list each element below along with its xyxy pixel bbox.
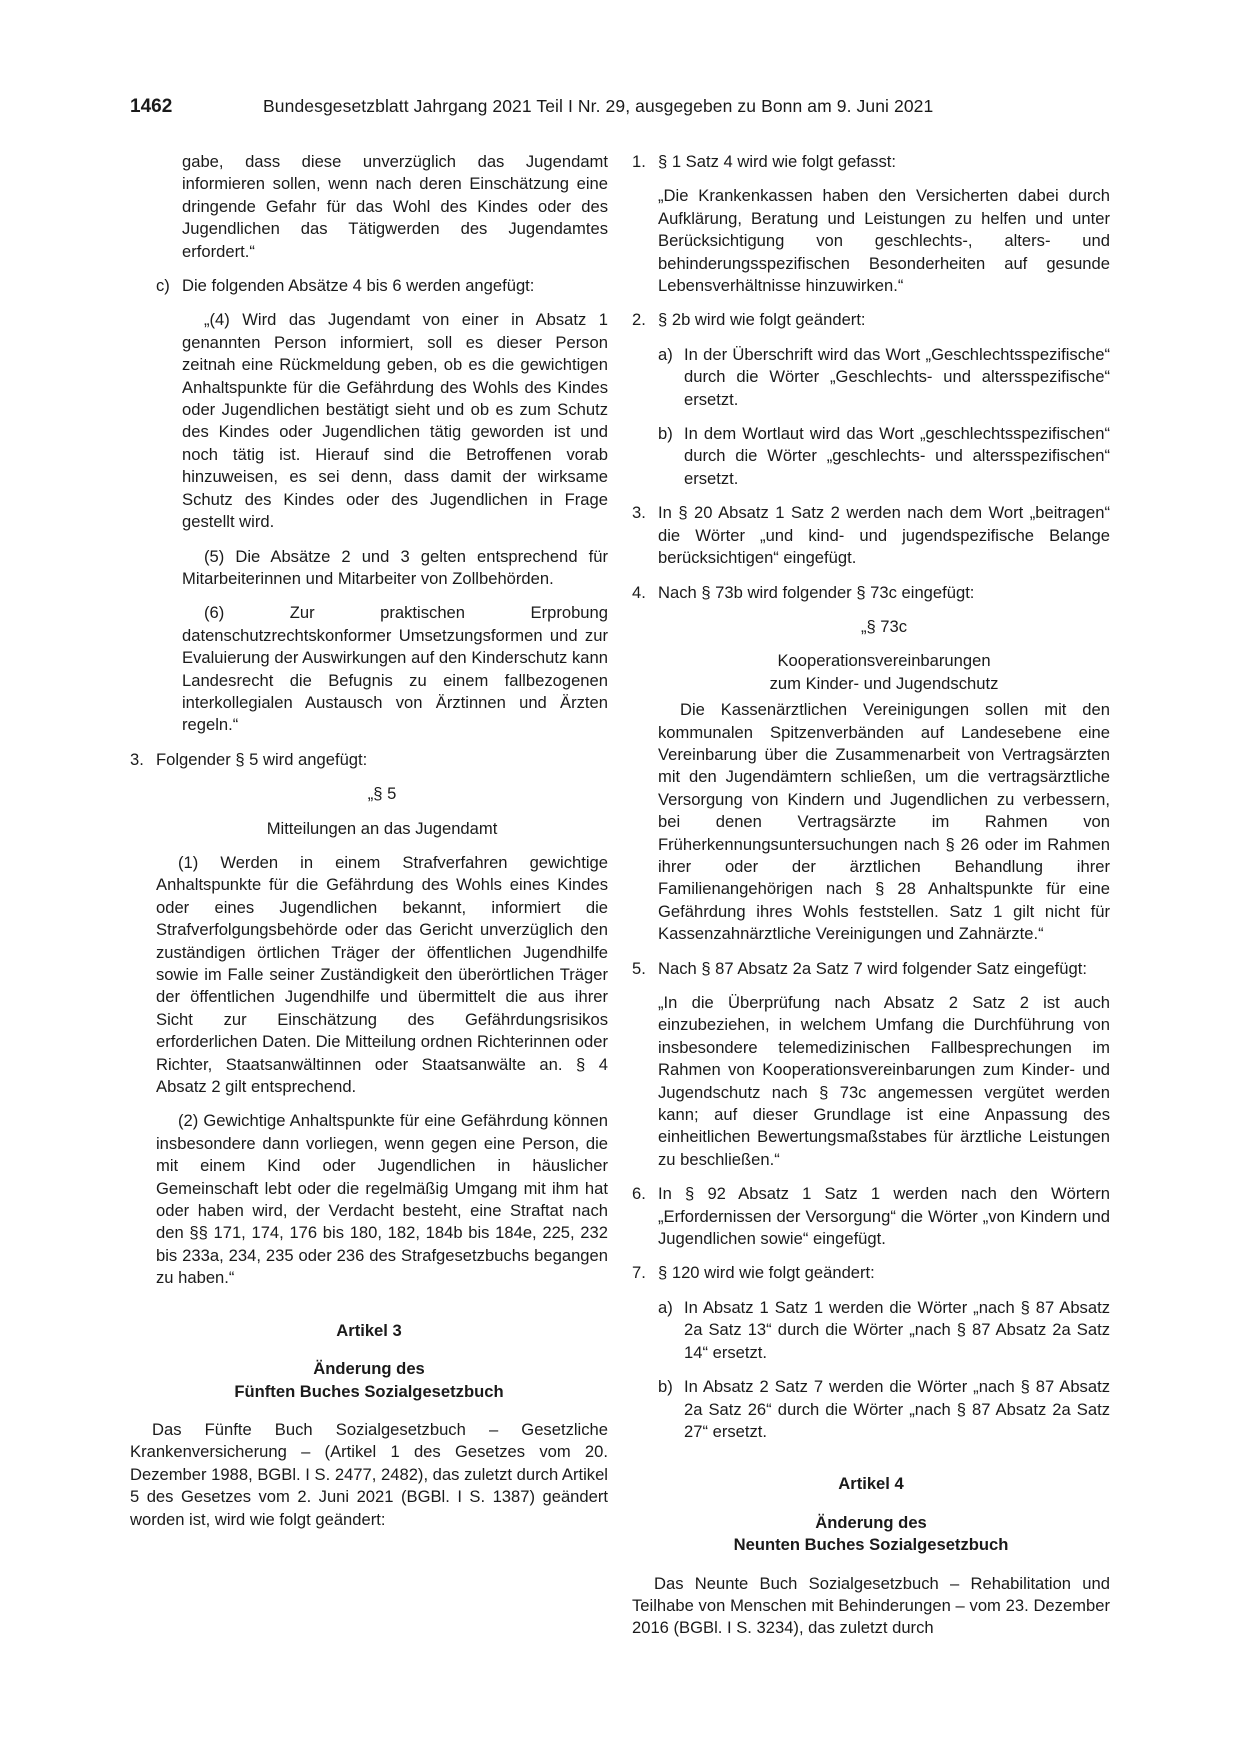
item-label: a)	[658, 1297, 673, 1317]
list-item-5	[632, 958, 1110, 980]
item-label: 1.	[632, 152, 646, 171]
section-title: Mitteilungen an das Jugendamt	[266, 818, 498, 838]
list-item-7b	[632, 1376, 1110, 1443]
item-text: § 1 Satz 4 wird wie folgt gefasst:	[658, 152, 896, 171]
article-4-title-line1: Änderung des	[815, 1512, 927, 1532]
item-text: In dem Wortlaut wird das Wort „geschlechtsspezifischen“ durch die Wörter „geschlechts- und altersspezifischen“ ersetzt.	[684, 424, 1110, 488]
section-title-line2: zum Kinder- und Jugendschutz	[769, 673, 999, 693]
paragraph-abs6: (6) Zur praktischen Erprobung datenschutzrechtskonformer Umsetzungsformen und zur Evaluierung der Auswirkungen auf den Kinderschutz kann Landesrecht die Befugnis zu einem fallbezogenen interkollegialen Austausch von Ärztinnen und Ärzten regeln.“	[182, 603, 608, 735]
paragraph-abs5: (5) Die Absätze 2 und 3 gelten entsprechend für Mitarbeiterinnen und Mitarbeiter von Zollbehörden.	[182, 546, 608, 588]
item-text: Die folgenden Absätze 4 bis 6 werden angefügt:	[182, 276, 535, 296]
list-item-2b	[632, 423, 1110, 490]
list-item-2a	[632, 344, 1110, 411]
list-item-2	[632, 309, 1110, 331]
section-heading: „§ 5	[367, 784, 397, 804]
item-label: c)	[156, 276, 170, 296]
running-title: Bundesgesetzblatt Jahrgang 2021 Teil I Nr. 29, ausgegeben zu Bonn am 9. Juni 2021	[263, 96, 934, 116]
item-label: 5.	[632, 958, 646, 978]
article-3-heading: Artikel 3	[336, 1320, 402, 1340]
item-label: 3.	[130, 749, 144, 769]
list-item-1	[632, 151, 1110, 173]
left-column	[130, 151, 608, 1531]
article-4-intro: Das Neunte Buch Sozialgesetzbuch – Rehabilitation und Teilhabe von Menschen mit Behinderungen – vom 23. Dezember 2016 (BGBl. I S. 3234), das zuletzt durch	[632, 1573, 1110, 1638]
item-text: In Absatz 2 Satz 7 werden die Wörter „nach § 87 Absatz 2a Satz 26“ durch die Wörter „nach § 87 Absatz 2a Satz 27“ ersetzt.	[684, 1377, 1110, 1441]
item-label: 4.	[632, 582, 646, 602]
item-label: 7.	[632, 1263, 646, 1283]
item-text: Folgender § 5 wird angefügt:	[156, 749, 368, 769]
article-4-heading: Artikel 4	[838, 1474, 904, 1494]
article-3-intro: Das Fünfte Buch Sozialgesetzbuch – Gesetzliche Krankenversicherung – (Artikel 1 des Gesetzes vom 20. Dezember 1988, BGBl. I S. 2477, 2482), das zuletzt durch Artikel 5 des Gesetzes vom 2. Juni 2021 (BGBl. I S. 1387) geändert worden ist, wird wie folgt geändert:	[130, 1419, 608, 1529]
continued-paragraph: gabe, dass diese unverzüglich das Jugendamt informieren sollen, wenn nach deren Einschätzung eine dringende Gefahr für das Wohl des Kindes oder des Jugendlichen das Tätigwerden des Jugendamtes erfordert.“	[182, 152, 608, 261]
list-item-6	[632, 1183, 1110, 1250]
item-text: In § 92 Absatz 1 Satz 1 werden nach den Wörtern „Erfordernissen der Versorgung“ die Wörter „von Kindern und Jugendlichen sowie“ eingefügt.	[658, 1184, 1110, 1249]
paragraph-abs4: „(4) Wird das Jugendamt von einer in Absatz 1 genannten Person informiert, soll es dieser Person zeitnah eine Rückmeldung geben, ob es die gewichtigen Anhaltspunkte für die Gefährdung des Wohls des Kindes oder Jugendlichen bestätigt sieht und ob es zum Schutz des Kindes oder Jugendlichen tätig geworden ist und noch tätig ist. Hierauf sind die Betroffenen vorab hinzuweisen, es sei denn, dass damit der wirksame Schutz des Kindes oder des Jugendlichen in Frage gestellt wird.	[182, 310, 608, 532]
list-item-3	[632, 502, 1110, 569]
list-item-7a	[632, 1297, 1110, 1364]
paragraph-5-abs1: (1) Werden in einem Strafverfahren gewichtige Anhaltspunkte für die Gefährdung des Wohls eines Kindes oder eines Jugendlichen bekannt, informiert die Strafverfolgungsbehörde oder das Gericht unverzüglich den zuständigen örtlichen Träger der öffentlichen Jugendhilfe sowie im Falle seiner Zuständigkeit den überörtlichen Träger der öffentlichen Jugendhilfe und übermittelt die aus ihrer Sicht zur Einschätzung des Gefährdungsrisikos erforderlichen Daten. Die Mitteilung ordnen Richterinnen oder Richter, Staatsanwältinnen oder Staatsanwälte an. § 4 Absatz 2 gilt entsprechend.	[156, 852, 608, 1097]
item-label: b)	[658, 424, 673, 444]
right-column	[632, 151, 1110, 1640]
item-text: In Absatz 1 Satz 1 werden die Wörter „nach § 87 Absatz 2a Satz 13“ durch die Wörter „nach § 87 Absatz 2a Satz 14“ ersetzt.	[684, 1297, 1110, 1362]
list-item-4	[632, 582, 1110, 604]
page-number: 1462	[130, 96, 173, 117]
article-3-title-line2: Fünften Buches Sozialgesetzbuch	[234, 1381, 504, 1401]
quote-1: „Die Krankenkassen haben den Versicherten dabei durch Aufklärung, Beratung und Leistungen zu helfen und unter Berücksichtigung von geschlechts-, alters- und behinderungsspezifischen Besonderheiten auf gesunde Lebensverhältnisse hinzuwirken.“	[658, 186, 1110, 296]
article-4-title-line2: Neunten Buches Sozialgesetzbuch	[733, 1535, 1009, 1555]
item-text: § 2b wird wie folgt geändert:	[658, 310, 866, 330]
item-label: b)	[658, 1377, 673, 1397]
quote-5: „In die Überprüfung nach Absatz 2 Satz 2 ist auch einzubeziehen, in welchem Umfang die Durchführung von insbesondere telemedizinischen Fallbesprechungen im Rahmen von Kooperationsvereinbarungen zum Kinder- und Jugendschutz nach § 73c angemessen vergütet werden kann; auf dieser Grundlage ist eine Anpassung des einheitlichen Bewertungsmaßstabes für ärztliche Leistungen zu beschließen.“	[658, 993, 1110, 1169]
list-item-c	[130, 275, 608, 297]
item-label: 2.	[632, 310, 646, 330]
page-header	[130, 96, 1110, 126]
article-3-title-line1: Änderung des	[313, 1359, 425, 1379]
item-label: a)	[658, 344, 673, 364]
item-text: Nach § 87 Absatz 2a Satz 7 wird folgender Satz eingefügt:	[658, 958, 1087, 978]
section-73c-body: Die Kassenärztlichen Vereinigungen sollen mit den kommunalen Spitzenverbänden auf Landesebene eine Vereinbarung über die Zusammenarbeit von Vertragsärzten mit den Jugendämtern schließen, um die vertragsärztliche Versorgung von Kindern und Jugendlichen zu verbessern, bei denen Vertragsärzte im Rahmen von Früherkennungsuntersuchungen nach § 26 oder im Rahmen ihrer oder der ärztlichen Behandlung ihrer Familienangehörigen nach § 28 Anhaltspunkte für eine Gefährdung ihres Wohls feststellen. Satz 1 gilt nicht für Kassenzahnärztliche Vereinigungen und Zahnärzte.“	[658, 700, 1110, 944]
paragraph-5-abs2: (2) Gewichtige Anhaltspunkte für eine Gefährdung können insbesondere dann vorliegen, wenn gegen eine Person, die mit einem Kind oder Jugendlichen in häuslicher Gemeinschaft lebt oder die regelmäßig Umgang mit ihm hat oder haben wird, der Verdacht besteht, eine Straftat nach den §§ 171, 174, 176 bis 180, 182, 184b bis 184e, 225, 232 bis 233a, 234, 235 oder 236 des Strafgesetzbuchs begangen zu haben.“	[156, 1111, 608, 1288]
item-label: 3.	[632, 503, 646, 523]
item-text: In der Überschrift wird das Wort „Geschlechtsspezifische“ durch die Wörter „Geschlechts- und altersspezifische“ ersetzt.	[684, 344, 1110, 409]
item-text: Nach § 73b wird folgender § 73c eingefügt:	[658, 582, 975, 602]
list-item-7	[632, 1262, 1110, 1284]
item-text: In § 20 Absatz 1 Satz 2 werden nach dem Wort „beitragen“ die Wörter „und kind- und jugendspezifische Belange berücksichtigen“ eingefügt.	[658, 503, 1110, 568]
section-title-line1: Kooperationsvereinbarungen	[777, 651, 991, 671]
item-label: 6.	[632, 1184, 646, 1204]
section-heading: „§ 73c	[860, 616, 908, 636]
list-item-3	[130, 749, 608, 771]
item-text: § 120 wird wie folgt geändert:	[658, 1263, 875, 1283]
